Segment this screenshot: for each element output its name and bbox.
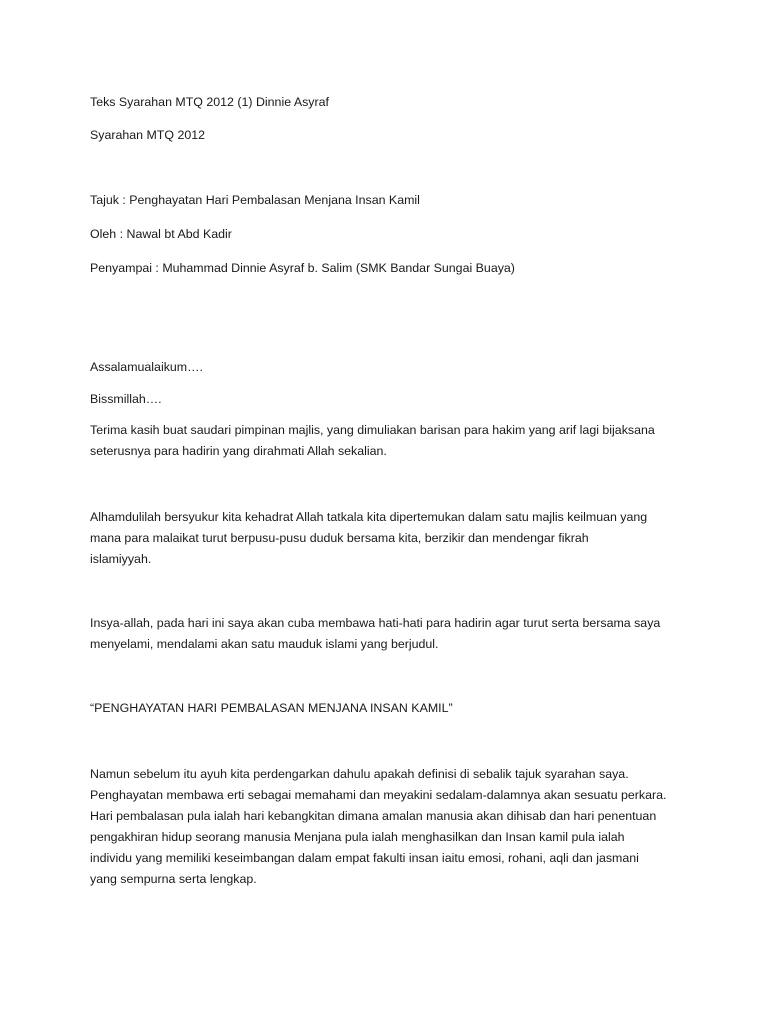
paragraph-gratitude [90,507,690,570]
quoted-title: “PENGHAYATAN HARI PEMBALASAN MENJANA INSAN KAMIL” [90,701,453,715]
paragraph-line: Penghayatan membawa erti sebagai memahami dan meyakini sedalam-dalamnya akan sesuatu perkara. [90,788,667,802]
paragraph-line: menyelami, mendalami akan satu mauduk islami yang berjudul. [90,637,439,651]
paragraph-line: Alhamdulilah bersyukur kita kehadrat Allah tatkala kita dipertemukan dalam satu majlis keilmuan yang [90,510,648,524]
paragraph-title-quote [90,698,690,719]
paragraph-line: seterusnya para hadirin yang dirahmati Allah sekalian. [90,444,387,458]
paragraph-line: Insya-allah, pada hari ini saya akan cuba membawa hati-hati para hadirin agar turut serta bersama saya [90,616,661,630]
paragraph-line: mana para malaikat turut berpusu-pusu duduk bersama kita, berzikir dan mendengar fikrah [90,531,589,545]
paragraph-line: pengakhiran hidup seorang manusia Menjana pula ialah menghasilkan dan Insan kamil pula ialah [90,830,625,844]
author-line: Oleh : Nawal bt Abd Kadir [90,227,232,241]
paragraph-intro [90,613,690,655]
paragraph-line: islamiyyah. [90,552,152,566]
paragraph-thanks [90,420,690,462]
paragraph-line: Namun sebelum itu ayuh kita perdengarkan dahulu apakah definisi di sebalik tajuk syarahan saya. [90,767,629,781]
greeting-line: Assalamualaikum…. [90,360,203,374]
document-subtitle: Syarahan MTQ 2012 [90,128,206,142]
bismillah-line: Bissmillah…. [90,392,162,406]
paragraph-line: yang sempurna serta lengkap. [90,872,257,886]
document-title: Teks Syarahan MTQ 2012 (1) Dinnie Asyraf [90,95,329,109]
paragraph-definitions [90,764,690,890]
paragraph-line: Hari pembalasan pula ialah hari kebangkitan dimana amalan manusia akan dihisab dan hari penentuan [90,809,657,823]
topic-line: Tajuk : Penghayatan Hari Pembalasan Menjana Insan Kamil [90,193,420,207]
paragraph-line: Terima kasih buat saudari pimpinan majlis, yang dimuliakan barisan para hakim yang arif lagi bijaksana [90,423,655,437]
presenter-line: Penyampai : Muhammad Dinnie Asyraf b. Salim (SMK Bandar Sungai Buaya) [90,261,515,275]
paragraph-line: individu yang memiliki keseimbangan dalam empat fakulti insan iaitu emosi, rohani, aqli dan jasmani [90,851,639,865]
